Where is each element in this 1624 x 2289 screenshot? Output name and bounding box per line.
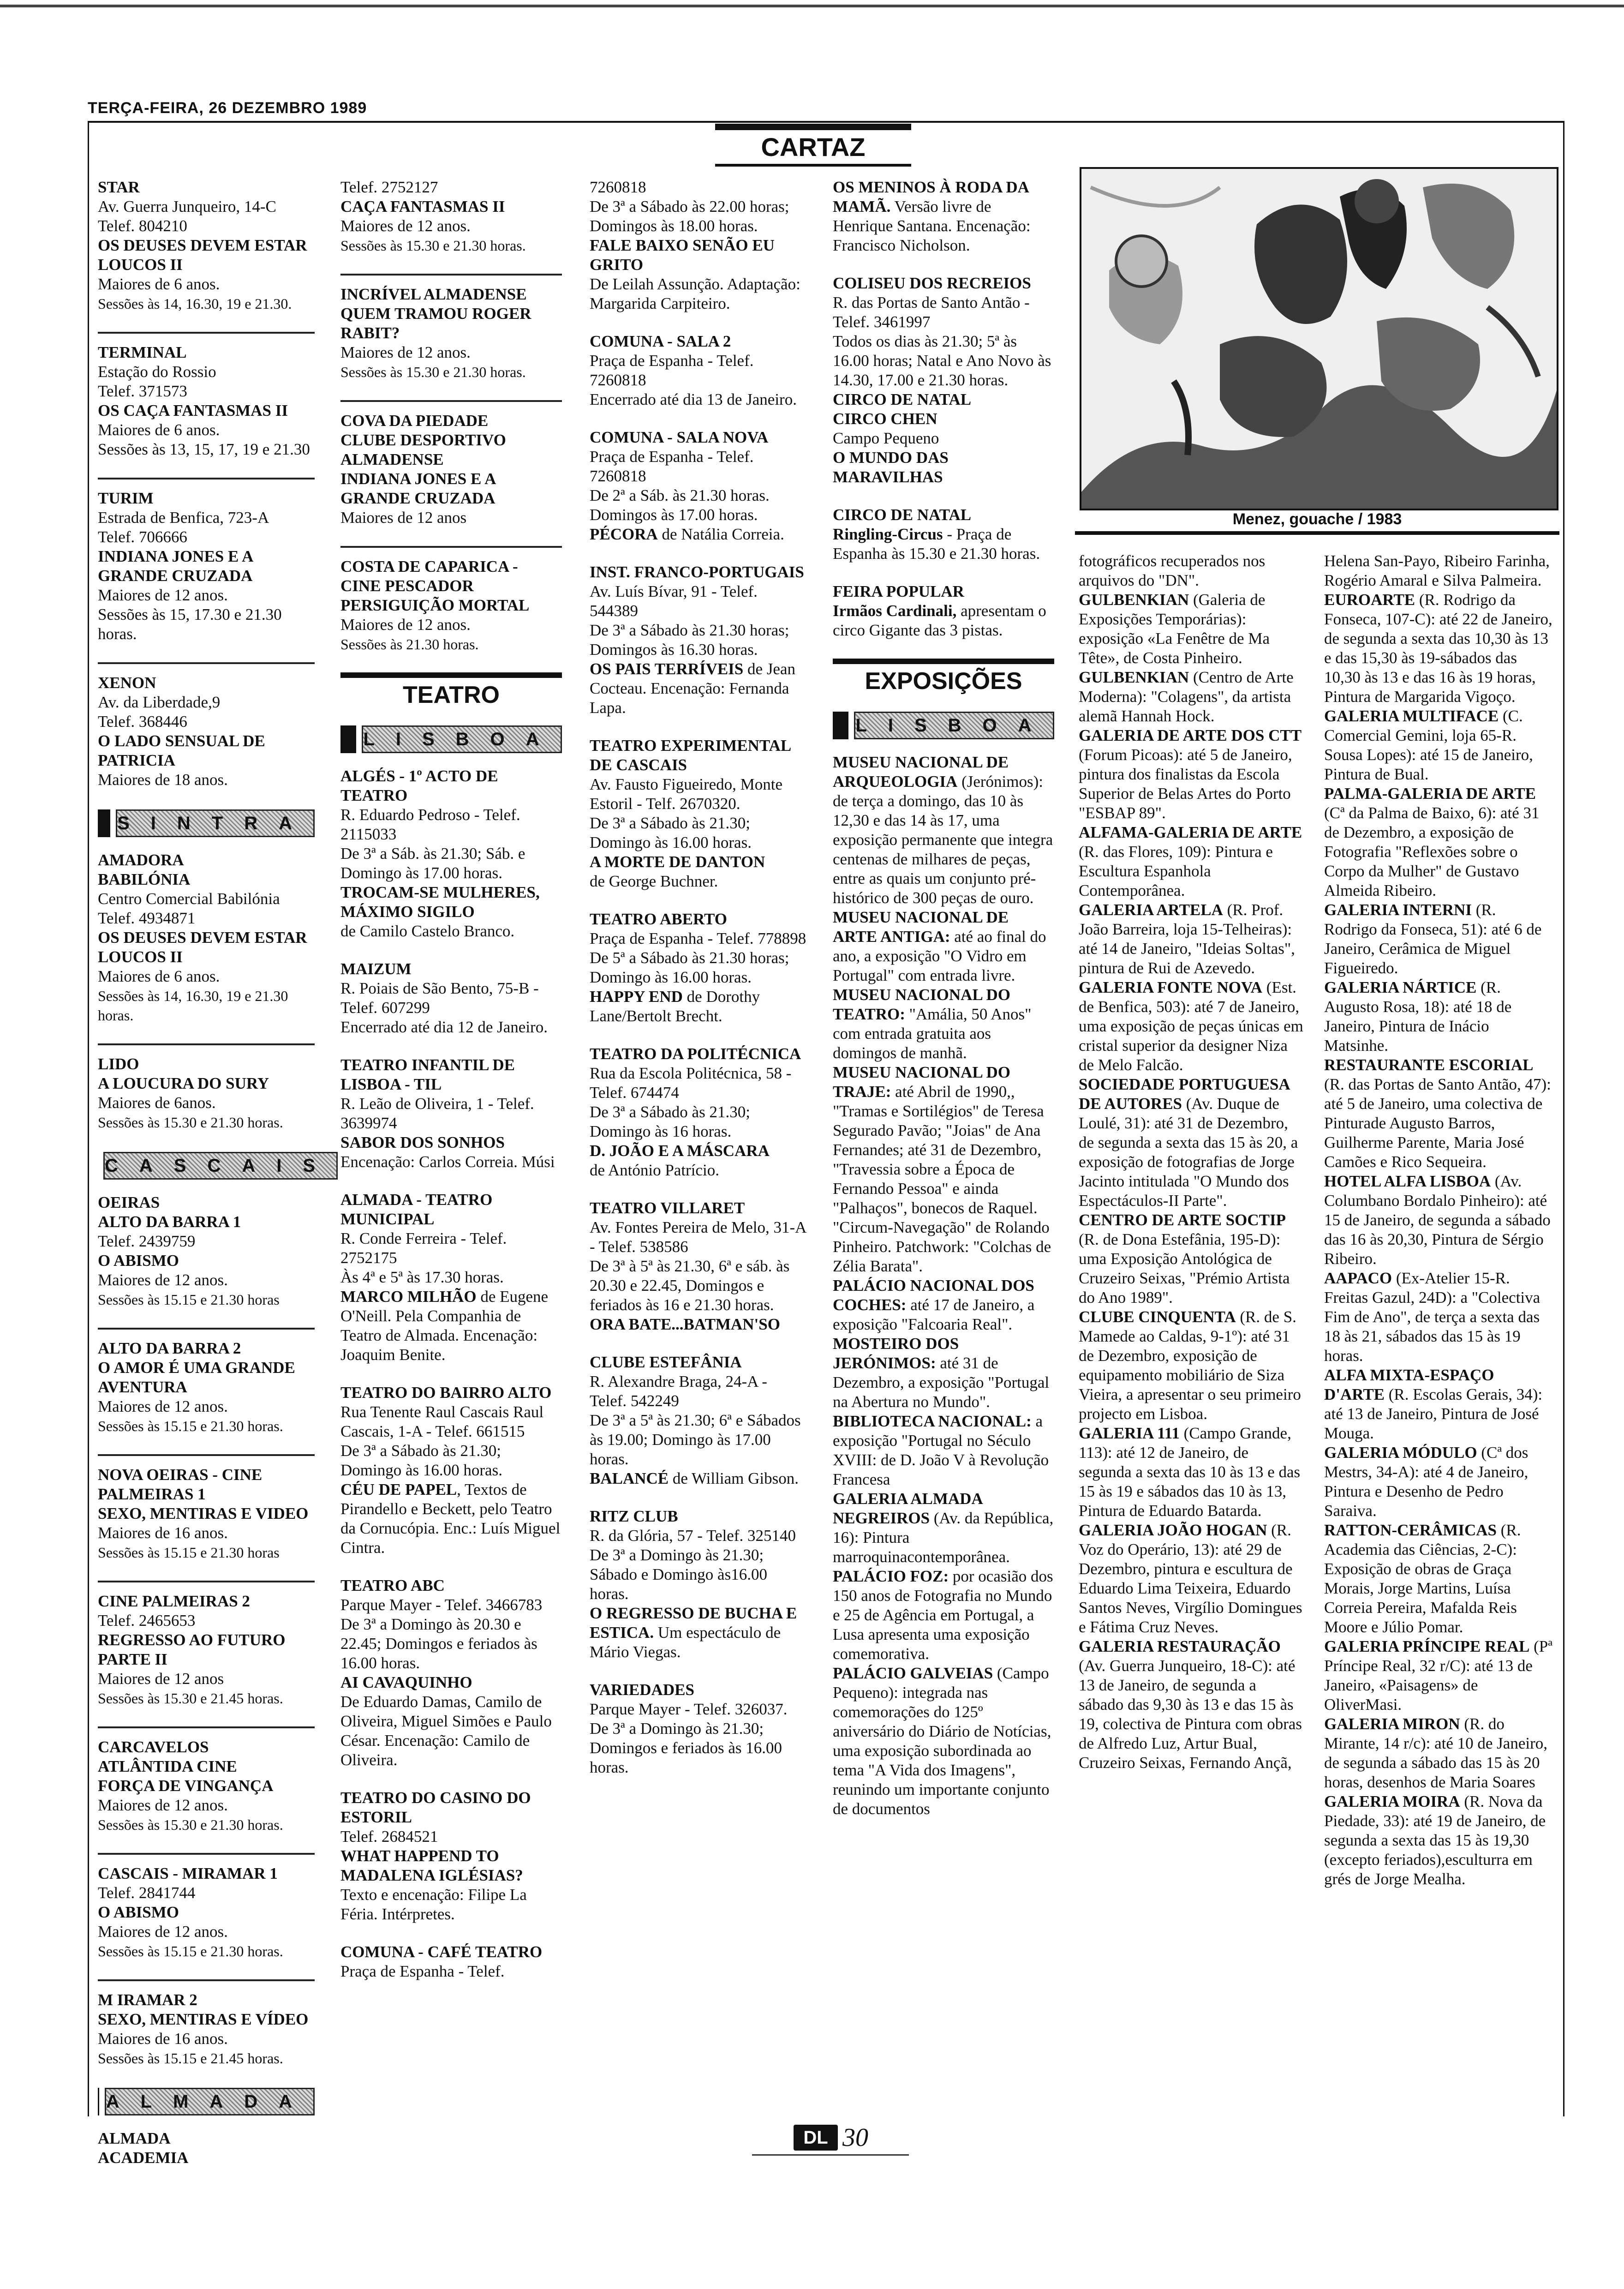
region-header-lisboa: LISBOA <box>340 724 562 755</box>
exhibition-entry: MUSEU NACIONAL DO TEATRO: "Amália, 50 Anos" com entrada gratuita aos domingos de manhã. <box>833 986 1032 1062</box>
exhibition-entry: GULBENKIAN (Galeria de Exposições Temporárias): exposição «La Fenêtre de Ma Tête», de Costa Pinheiro. <box>1079 591 1270 667</box>
exhibition-entry: GALERIA ALMADA NEGREIROS (Av. da República, 16): Pintura marroquinacontemporânea. <box>833 1490 1054 1566</box>
listing: MAIZUM R. Poiais de São Bento, 75-B - Telef. 607299 Encerrado até dia 12 de Janeiro. <box>340 960 548 1037</box>
divider <box>340 546 562 548</box>
artwork-image <box>1080 167 1558 510</box>
footer-rule <box>752 2154 909 2156</box>
exhibition-entry: ALFA MIXTA-ESPAÇO D'ARTE (R. Escolas Gerais, 34): até 13 de Janeiro, Pintura de José Mouga. <box>1324 1366 1543 1442</box>
newspaper-logo: DL <box>794 2125 838 2151</box>
divider <box>98 1043 315 1045</box>
exhibition-entry: GALERIA DE ARTE DOS CTT (Forum Picoas): até 5 de Janeiro, pintura dos finalistas da Escola Superior de Belas Artes do Porto "ESBAP 89". <box>1079 726 1302 822</box>
listing: TEATRO INFANTIL DE LISBOA - TIL R. Leão de Oliveira, 1 - Telef. 3639974 SABOR DOS SONHOS Encenação: Carlos Correia. Músi <box>340 1056 555 1171</box>
exhibition-entry: SOCIEDADE PORTUGUESA DE AUTORES (Av. Duque de Loulé, 31): até 31 de Dezembro, de segunda a sexta das 15 às 20, a exposição de fotografias de Jorge Jacinto intitulada "O Mundo dos Espectáculos-II Parte". <box>1079 1075 1298 1210</box>
exhibition-entry: MOSTEIRO DOS JERÓNIMOS: até 31 de Dezembro, a exposição "Portugal na Abertura no Mundo". <box>833 1335 1050 1411</box>
listing: CLUBE ESTEFÂNIA R. Alexandre Braga, 24-A - Telef. 542249 De 3ª a 5ª às 21.30; 6ª e Sábados às 19.00; Domingo às 17.00 horas. BALANCÉ de William Gibson. <box>590 1353 801 1487</box>
exhibition-entry: MUSEU NACIONAL DE ARTE ANTIGA: até ao final do ano, a exposição "O Vidro em Portugal" com entrada livre. <box>833 908 1046 985</box>
exhibition-entry: GALERIA JOÃO HOGAN (R. Voz do Operário, 13): até 29 de Dezembro, pintura e escultura de Eduardo Lima Teixeira, Eduardo Santos Neves, Virgílio Domingues e Fátima Cruz Neves. <box>1079 1521 1302 1636</box>
listing: Telef. 2752127 CAÇA FANTASMAS II Maiores de 12 anos. Sessões às 15.30 e 21.30 horas. <box>340 178 526 254</box>
listing: XENON Av. da Liberdade,9 Telef. 368446 O LADO SENSUAL DE PATRICIA Maiores de 18 anos. <box>98 674 265 789</box>
divider <box>98 1853 315 1855</box>
divider <box>340 274 562 276</box>
listing: AMADORA BABILÓNIA Centro Comercial Babilónia Telef. 4934871 OS DEUSES DEVEM ESTAR LOUCOS II Maiores de 6 anos. Sessões às 14, 16.30, 19 e 21.30 horas. <box>98 851 307 1024</box>
listing: TEATRO DO CASINO DO ESTORIL Telef. 2684521 WHAT HAPPEND TO MADALENA IGLÉSIAS? Texto e encenação: Filipe La Féria. Intérpretes. <box>340 1789 531 1923</box>
exhibition-entry: GALERIA FONTE NOVA (Est. de Benfica, 503): até 7 de Janeiro, uma exposição de peças únicas em cristal superior da designer Niza de Melo Falcão. <box>1079 978 1303 1074</box>
image-caption: Menez, gouache / 1983 <box>1075 508 1559 535</box>
listing: COMUNA - CAFÉ TEATRO Praça de Espanha - Telef. <box>340 1943 543 1981</box>
listing: COVA DA PIEDADE CLUBE DESPORTIVO ALMADENSE INDIANA JONES E A GRANDE CRUZADA Maiores de 12 anos <box>340 412 506 527</box>
listing: TERMINAL Estação do Rossio Telef. 371573 OS CAÇA FANTASMAS II Maiores de 6 anos. Sessões às 13, 15, 17, 19 e 21.30 <box>98 343 310 458</box>
exhibition-entry: GALERIA MULTIFACE (C. Comercial Gemini, loja 65-R. Sousa Lopes): até 15 de Janeiro, Pintura de Bual. <box>1324 707 1533 783</box>
divider <box>98 1454 315 1456</box>
exhibition-entry: GALERIA MIRON (R. do Mirante, 14 r/c): até 10 de Janeiro, de segunda a sábado das 15 às 20 horas, desenhos de Maria Soares <box>1324 1715 1547 1791</box>
divider <box>98 1581 315 1582</box>
exhibition-entry: GALERIA RESTAURAÇÃO (Av. Guerra Junqueiro, 18-C): até 13 de Janeiro, de segunda a sábado das 9,30 às 13 e das 15 às 19, colectiva de Pintura com obras de Alfredo Luz, Artur Bual, Cruzeiro Seixas, Fernando Ançã, <box>1079 1637 1302 1772</box>
exhibition-entry: MUSEU NACIONAL DO TRAJE: até Abril de 1990,, "Tramas e Sortilégios" de Teresa Segurado Pavão; "Joias" de Ana Fernandes; até 31 de Dezembro, "Travessia sobre a Época de Fernando Pessoa" e ainda "Palhaços", bonecos de Raquel. "Circum-Navegação" de Rolando Pinheiro. Patchwork: "Colchas de Zélia Barata". <box>833 1063 1051 1276</box>
section-header-exposicoes: EXPOSIÇÕES <box>833 659 1054 698</box>
exhibition-entry: PALÁCIO NACIONAL DOS COCHES: até 17 de Janeiro, a exposição "Falcoaria Real". <box>833 1276 1035 1334</box>
page-date: TERÇA-FEIRA, 26 DEZEMBRO 1989 <box>88 99 367 117</box>
listing: ALGÉS - 1º ACTO DE TEATRO R. Eduardo Pedroso - Telef. 2115033 De 3ª a Sáb. às 21.30; Sáb. e Domingo às 17.00 horas. TROCAM-SE MULHERES, MÁXIMO SIGILO de Camilo Castelo Branco. <box>340 767 540 941</box>
listing: COMUNA - SALA NOVA Praça de Espanha - Telef. 7260818 De 2ª a Sáb. às 21.30 horas. Domingos às 17.00 horas. PÉCORA de Natália Correia. <box>590 428 784 543</box>
region-header-sintra: SINTRA <box>98 808 315 839</box>
listing: VARIEDADES Parque Mayer - Telef. 326037. De 3ª a Domingo às 21.30; Domingos e feriados às 16.00 horas. <box>590 1681 788 1776</box>
exhibition-entry: CENTRO DE ARTE SOCTIP (R. de Dona Estefânia, 195-D): uma Exposição Antológica de Cruzeiro Seixas, "Prémio Artista do Ano 1989". <box>1079 1211 1290 1306</box>
listing: LIDO A LOUCURA DO SURY Maiores de 6anos. Sessões às 15.30 e 21.30 horas. <box>98 1055 283 1131</box>
listing: INCRÍVEL ALMADENSE QUEM TRAMOU ROGER RABIT? Maiores de 12 anos. Sessões às 15.30 e 21.30 horas. <box>340 285 531 380</box>
divider <box>98 1979 315 1981</box>
column-5 <box>1079 551 1305 1773</box>
listing: COSTA DE CAPARICA - CINE PESCADOR PERSIGUIÇÃO MORTAL Maiores de 12 anos. Sessões às 21.30 horas. <box>340 557 530 653</box>
exhibition-entry: BIBLIOTECA NACIONAL: a exposição "Portugal no Século XVIII: de D. João V à Revolução Francesa <box>833 1412 1049 1489</box>
listing: 7260818 De 3ª a Sábado às 22.00 horas; Domingos às 18.00 horas. FALE BAIXO SENÃO EU GRITO De Leilah Assunção. Adaptação: Margarida Carpiteiro. <box>590 178 800 312</box>
listing: COLISEU DOS RECREIOS R. das Portas de Santo Antão - Telef. 3461997 Todos os dias às 21.30; 5ª às 16.00 horas; Natal e Ano Novo às 14.30, 17.00 e 21.30 horas. CIRCO DE NATAL CIRCO CHEN Campo Pequeno O MUNDO DAS MARAVILHAS <box>833 274 1051 486</box>
region-header-cascais: CASCAIS <box>98 1150 315 1181</box>
divider <box>340 400 562 402</box>
divider <box>98 1328 315 1330</box>
section-title: CARTAZ <box>715 124 911 167</box>
page-number: 30 <box>842 2123 868 2152</box>
divider <box>98 662 315 664</box>
listing: OS MENINOS À RODA DA MAMÃ. Versão livre de Henrique Santana. Encenação: Francisco Nicholson. <box>833 178 1031 254</box>
listing: ALMADA ACADEMIA <box>98 2129 189 2167</box>
listing: CINE PALMEIRAS 2 Telef. 2465653 REGRESSO AO FUTURO PARTE II Maiores de 12 anos Sessões às 15.30 e 21.45 horas. <box>98 1592 286 1707</box>
listing: OEIRAS ALTO DA BARRA 1 Telef. 2439759 O ABISMO Maiores de 12 anos. Sessões às 15.15 e 21.30 horas <box>98 1193 280 1308</box>
listing: TEATRO EXPERIMENTAL DE CASCAIS Av. Fausto Figueiredo, Monte Estoril - Telf. 2670320. De 3ª a Sábado às 21.30; Domingo às 16.00 horas. A MORTE DE DANTON de George Buchner. <box>590 737 791 890</box>
listing: STAR Av. Guerra Junqueiro, 14-C Telef. 804210 OS DEUSES DEVEM ESTAR LOUCOS II Maiores de 6 anos. Sessões às 14, 16.30, 19 e 21.30. <box>98 178 307 312</box>
listing: M IRAMAR 2 SEXO, MENTIRAS E VÍDEO Maiores de 16 anos. Sessões às 15.15 e 21.45 horas. <box>98 1991 309 2067</box>
listing: CARCAVELOS ATLÂNTIDA CINE FORÇA DE VINGANÇA Maiores de 12 anos. Sessões às 15.30 e 21.30 horas. <box>98 1738 283 1833</box>
listing: RITZ CLUB R. da Glória, 57 - Telef. 325140 De 3ª a Domingo às 21.30; Sábado e Domingo às16.00 horas. O REGRESSO DE BUCHA E ESTICA. Um espectáculo de Mário Viegas. <box>590 1507 797 1661</box>
page-footer <box>794 2123 868 2152</box>
top-rule <box>0 5 1624 7</box>
exhibition-list <box>833 753 1054 1819</box>
region-header-lisboa: LISBOA <box>833 710 1054 741</box>
exhibition-entry: GALERIA MOIRA (R. Nova da Piedade, 33): até 19 de Janeiro, de segunda a sexta das 15 às 19,30 (excepto feriados),esculturra em grés de Jorge Mealha. <box>1324 1792 1546 1888</box>
divider <box>98 332 315 334</box>
column-1 <box>98 178 337 2186</box>
divider <box>98 478 315 479</box>
exhibition-entry: GALERIA PRÍNCIPE REAL (Pª Príncipe Real, 32 r/C): até 13 de Janeiro, «Paisagens» de OliverMasi. <box>1324 1637 1552 1714</box>
column-2 <box>340 178 562 2000</box>
listing: TURIM Estrada de Benfica, 723-A Telef. 706666 INDIANA JONES E A GRANDE CRUZADA Maiores de 12 anos. Sessões às 15, 17.30 e 21.30 horas. <box>98 489 282 643</box>
exhibition-list: fotográficos recuperados nos arquivos do "DN". GULBENKIAN (Galeria de Exposições Temporárias): exposição «La Fenêtre de Ma Tête», de Costa Pinheiro. GULBENKIAN (Centro de Arte Moderna): "Colagens", da artista alemã Hannah Hock. GALERIA DE ARTE DOS CTT (Forum Picoas): até 5 de Janeiro, pintura dos finalistas da Escola Superior de Belas Artes do Porto "ESBAP 89". ALFAMA-GALERIA DE ARTE (R. das Flores, 109): Pintura e Escultura Espanhola Contemporânea. GALERIA ARTELA (R. Prof. João Barreira, loja 15-Telheiras): até 14 de Janeiro, "Ideias Soltas", pintura de Rui de Azevedo. GALERIA FONTE NOVA (Est. de Benfica, 503): até 7 de Janeiro, uma exposição de peças únicas em cristal superior da designer Niza de Melo Falcão. SOCIEDADE PORTUGUESA DE AUTORES (Av. Duque de Loulé, 31): até 31 de Dezembro, de segunda a sexta das 15 às 20, a exposição de fotografias de Jorge Jacinto intitulada "O Mundo dos Espectáculos-II Parte". CENTRO DE ARTE SOCTIP (R. de Dona Estefânia, 195-D): uma Exposição Antológica de Cruzeiro Seixas, "Prémio Artista do Ano 1989". CLUBE CINQUENTA (R. de S. Mamede ao Caldas, 9-1º): até 31 de Dezembro, exposição de equipamento mobiliário de Siza Vieira, a apresentar o seu primeiro projecto em Lisboa. GALERIA 111 (Campo Grande, 113): até 12 de Janeiro, de segunda a sexta das 10 às 13 e das 15 às 19 e sábados das 10 às 13, Pintura de Eduardo Batarda. GALERIA JOÃO HOGAN (R. Voz do Operário, 13): até 29 de Dezembro, pintura e escultura de Eduardo Lima Teixeira, Eduardo Santos Neves, Virgílio Domingues e Fátima Cruz Neves. GALERIA RESTAURAÇÃO (Av. Guerra Junqueiro, 18-C): até 13 de Janeiro, de segunda a sábado das 9,30 às 13 e das 15 às 19, colectiva de Pintura com obras de Alfredo Luz, Artur Bual, Cruzeiro Seixas, Fernando Ançã, <box>1079 552 1303 1772</box>
exhibition-entry: GULBENKIAN (Centro de Arte Moderna): "Colagens", da artista alemã Hannah Hock. <box>1079 668 1294 725</box>
exhibition-entry: GALERIA 111 (Campo Grande, 113): até 12 de Janeiro, de segunda a sexta das 10 às 13 e das 15 às 19 e sábados das 10 às 13, Pintura de Eduardo Batarda. <box>1079 1424 1301 1520</box>
listing: TEATRO ABERTO Praça de Espanha - Telef. 778898 De 5ª a Sábado às 21.30 horas; Domingo às 16.00 horas. HAPPY END de Dorothy Lane/Bertolt Brecht. <box>590 910 806 1025</box>
listing: TEATRO DO BAIRRO ALTO Rua Tenente Raul Cascais Raul Cascais, 1-A - Telef. 661515 De 3ª a Sábado às 21.30; Domingo às 16.00 horas. CÉU DE PAPEL, Textos de Pirandello e Beckett, pelo Teatro da Cornucópia. Enc.: Luís Miguel Cintra. <box>340 1384 561 1557</box>
section-header-teatro: TEATRO <box>340 672 562 712</box>
gouache-illustration <box>1081 169 1557 509</box>
region-header-almada: ALMADA <box>98 2086 315 2117</box>
column-3 <box>590 178 806 1796</box>
listing: TEATRO ABC Parque Mayer - Telef. 3466783 De 3ª a Domingo às 20.30 e 22.45; Domingos e feriados às 16.00 horas. AI CAVAQUINHO De Eduardo Damas, Camilo de Oliveira, Miguel Simões e Paulo César. Encenação: Camilo de Oliveira. <box>340 1576 552 1769</box>
exhibition-entry: MUSEU NACIONAL DE ARQUEOLOGIA (Jerónimos): de terça a domingo, das 10 às 12,30 e das 14 às 17, uma exposição permanente que integra centenas de milhares de peças, entre as quais um conjunto pré-histórico de 300 peças de ouro. <box>833 753 1053 907</box>
exhibition-entry: RESTAURANTE ESCORIAL (R. das Portas de Santo Antão, 47): até 5 de Janeiro, uma colectiva de Pinturade Augusto Barros, Guilherme Parente, Maria José Camões e Rico Sequeira. <box>1324 1056 1551 1171</box>
exhibition-entry: RATTON-CERÂMICAS (R. Academia das Ciências, 2-C): Exposição de obras de Graça Morais, Jorge Martins, Luísa Correia Pereira, Mafalda Reis Moore e Júlio Pomar. <box>1324 1521 1521 1636</box>
exhibition-entry: EUROARTE (R. Rodrigo da Fonseca, 107-C): até 22 de Janeiro, de segunda a sexta das 10,30 às 13 e das 15,30 às 19-sábados das 10,30 às 13 e das 16 às 19 horas, Pintura de Margarida Vigoço. <box>1324 591 1552 706</box>
exhibition-entry: GALERIA INTERNI (R. Rodrigo da Fonseca, 51): até 6 de Janeiro, Cerâmica de Miguel Figueiredo. <box>1324 901 1542 977</box>
listing: COMUNA - SALA 2 Praça de Espanha - Telef. 7260818 Encerrado até dia 13 de Janeiro. <box>590 332 797 408</box>
listing: FEIRA POPULAR Irmãos Cardinali, apresentam o circo Gigante das 3 pistas. <box>833 582 1046 639</box>
exhibition-entry: GALERIA MÓDULO (Cª dos Mestrs, 34-A): até 4 de Janeiro, Pintura e Desenho de Pedro Saraiva. <box>1324 1444 1528 1520</box>
listing: CASCAIS - MIRAMAR 1 Telef. 2841744 O ABISMO Maiores de 12 anos. Sessões às 15.15 e 21.30 horas. <box>98 1864 283 1959</box>
exhibition-entry: ALFAMA-GALERIA DE ARTE (R. das Flores, 109): Pintura e Escultura Espanhola Contemporânea. <box>1079 823 1302 899</box>
listing: CIRCO DE NATAL Ringling-Circus - Praça de Espanha às 15.30 e 21.30 horas. <box>833 506 1040 563</box>
exhibition-entry: CLUBE CINQUENTA (R. de S. Mamede ao Caldas, 9-1º): até 31 de Dezembro, exposição de equipamento mobiliário de Siza Vieira, a apresentar o seu primeiro projecto em Lisboa. <box>1079 1308 1301 1423</box>
column-6 <box>1324 551 1552 1889</box>
listing: TEATRO DA POLITÉCNICA Rua da Escola Politécnica, 58 - Telef. 674474 De 3ª a Sábado às 21.30; Domingo às 16 horas. D. JOÃO E A MÁSCARA de António Patrício. <box>590 1045 801 1179</box>
divider <box>98 1726 315 1728</box>
exhibition-entry: HOTEL ALFA LISBOA (Av. Columbano Bordalo Pinheiro): até 15 de Janeiro, de segunda a sábado das 16 às 20,30, Pintura de Sérgio Ribeiro. <box>1324 1172 1551 1268</box>
exhibition-list: Helena San-Payo, Ribeiro Farinha, Rogério Amaral e Silva Palmeira. EUROARTE (R. Rodrigo da Fonseca, 107-C): até 22 de Janeiro, de segunda a sexta das 10,30 às 13 e das 15,30 às 19-sábados das 10,30 às 13 e das 16 às 19 horas, Pintura de Margarida Vigoço. GALERIA MULTIFACE (C. Comercial Gemini, loja 65-R. Sousa Lopes): até 15 de Janeiro, Pintura de Bual. PALMA-GALERIA DE ARTE (Cª da Palma de Baixo, 6): até 31 de Dezembro, a exposição de Fotografia "Reflexões sobre o Corpo da Mulher" de Gustavo Almeida Ribeiro. GALERIA INTERNI (R. Rodrigo da Fonseca, 51): até 6 de Janeiro, Cerâmica de Miguel Figueiredo. GALERIA NÁRTICE (R. Augusto Rosa, 18): até 18 de Janeiro, Pintura de Inácio Matsinhe. RESTAURANTE ESCORIAL (R. das Portas de Santo Antão, 47): até 5 de Janeiro, uma colectiva de Pinturade Augusto Barros, Guilherme Parente, Maria José Camões e Rico Sequeira. HOTEL ALFA LISBOA (Av. Columbano Bordalo Pinheiro): até 15 de Janeiro, de segunda a sábado das 16 às 20,30, Pintura de Sérgio Ribeiro. AAPACO (Ex-Atelier 15-R. Freitas Gazul, 24D): a "Colectiva Fim de Ano", de terça a sexta das 18 às 21, sábados das 15 às 19 horas. ALFA MIXTA-ESPAÇO D'ARTE (R. Escolas Gerais, 34): até 13 de Janeiro, Pintura de José Mouga. GALERIA MÓDULO (Cª dos Mestrs, 34-A): até 4 de Janeiro, Pintura e Desenho de Pedro Saraiva. RATTON-CERÂMICAS (R. Academia das Ciências, 2-C): Exposição de obras de Graça Morais, Jorge Martins, Luísa Correia Pereira, Mafalda Reis Moore e Júlio Pomar. GALERIA PRÍNCIPE REAL (Pª Príncipe Real, 32 r/C): até 13 de Janeiro, «Paisagens» de OliverMasi. GALERIA MIRON (R. do Mirante, 14 r/c): até 10 de Janeiro, de segunda a sábado das 15 às 20 horas, desenhos de Maria Soares GALERIA MOIRA (R. Nova da Piedade, 33): até 19 de Janeiro, de segunda a sexta das 15 às 19,30 (excepto feriados),esculturra em grés de Jorge Mealha. <box>1324 552 1552 1888</box>
listing: NOVA OEIRAS - CINE PALMEIRAS 1 SEXO, MENTIRAS E VIDEO Maiores de 16 anos. Sessões às 15.15 e 21.30 horas <box>98 1466 309 1561</box>
listing: INST. FRANCO-PORTUGAIS Av. Luís Bívar, 91 - Telef. 544389 De 3ª a Sábado às 21.30 horas; Domingos às 16.30 horas. OS PAIS TERRÍVEIS de Jean Cocteau. Encenação: Fernanda Lapa. <box>590 563 804 717</box>
exhibition-entry: GALERIA NÁRTICE (R. Augusto Rosa, 18): até 18 de Janeiro, Pintura de Inácio Matsinhe. <box>1324 978 1512 1055</box>
listing: ALTO DA BARRA 2 O AMOR É UMA GRANDE AVENTURA Maiores de 12 anos. Sessões às 15.15 e 21.30 horas. <box>98 1339 295 1434</box>
exhibition-entry: AAPACO (Ex-Atelier 15-R. Freitas Gazul, 24D): a "Colectiva Fim de Ano", de terça a sexta das 18 às 21, sábados das 15 às 19 horas. <box>1324 1269 1540 1365</box>
exhibition-entry: PALÁCIO GALVEIAS (Campo Pequeno): integrada nas comemorações do 125º aniversário do Diário de Notícias, uma exposição subordinada ao tema "A Vida dos Imagens", reunindo um importante conjunto de documentos <box>833 1664 1051 1818</box>
exhibition-entry: PALMA-GALERIA DE ARTE (Cª da Palma de Baixo, 6): até 31 de Dezembro, a exposição de Fotografia "Reflexões sobre o Corpo da Mulher" de Gustavo Almeida Ribeiro. <box>1324 785 1540 899</box>
listing: ALMADA - TEATRO MUNICIPAL R. Conde Ferreira - Telef. 2752175 Às 4ª e 5ª às 17.30 horas. MARCO MILHÃO de Eugene O'Neill. Pela Companhia de Teatro de Almada. Encenação: Joaquim Benite. <box>340 1191 549 1364</box>
exhibition-entry: PALÁCIO FOZ: por ocasião dos 150 anos de Fotografia no Mundo e 25 de Agência em Portugal, a Lusa apresenta uma exposição comemorativa. <box>833 1567 1053 1663</box>
listing: TEATRO VILLARET Av. Fontes Pereira de Melo, 31-A - Telef. 538586 De 3ª à 5ª às 21.30, 6ª e sáb. às 20.30 e 22.45, Domingos e feriados às 16 e 21.30 horas. ORA BATE...BATMAN'SO <box>590 1199 806 1333</box>
column-4 <box>833 178 1054 1819</box>
exhibition-entry: GALERIA ARTELA (R. Prof. João Barreira, loja 15-Telheiras): até 14 de Janeiro, "Ideias Soltas", pintura de Rui de Azevedo. <box>1079 901 1295 977</box>
